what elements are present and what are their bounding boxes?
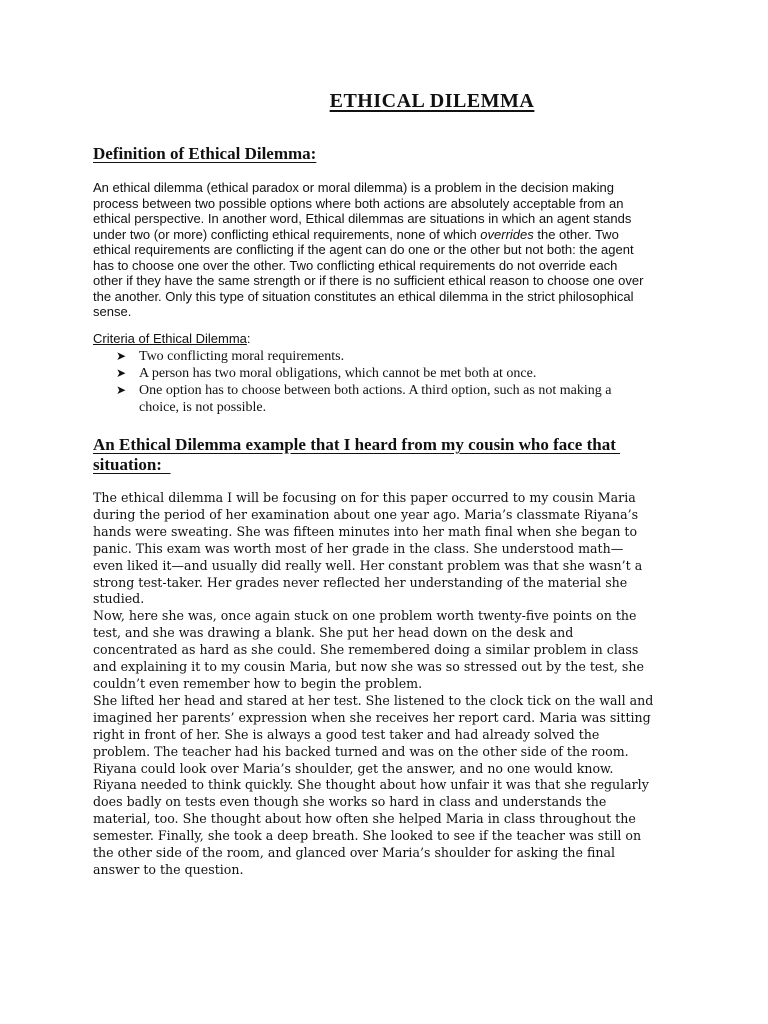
list-item-text: Two conflicting moral requirements. <box>139 349 345 364</box>
story-line: Riyana needed to think quickly. She thought about how unfair it was that she regularly <box>93 777 649 793</box>
list-item <box>116 365 696 382</box>
definition-line: has to choose one over the other. Two conflicting ethical requirements do not override each <box>93 257 618 273</box>
definition-heading: Definition of Ethical Dilemma: <box>93 144 317 163</box>
list-item <box>116 348 696 365</box>
definition-line: the another. Only this type of situation constitutes an ethical dilemma in the strict philosophical <box>93 288 634 304</box>
arrow-bullet-icon: ➤ <box>116 383 127 397</box>
page-title <box>0 89 768 113</box>
arrow-bullet-icon: ➤ <box>116 349 127 363</box>
example-heading-line: situation: <box>93 455 171 474</box>
story-line: Now, here she was, once again stuck on one problem worth twenty-five points on the <box>93 608 637 624</box>
story-line: the other side of the room, and glanced over Maria’s shoulder for asking the final <box>93 845 616 861</box>
definition-line: ethical perspective. In another word, Ethical dilemmas are situations in which an agent stands <box>93 211 632 226</box>
story-line: and explaining it to my cousin Maria, but now she was so stressed out by the test, she <box>93 659 644 675</box>
definition-line-text: under two (or more) conflicting ethical requirements, none of which <box>93 226 481 242</box>
criteria-list <box>116 348 696 416</box>
story-paragraph <box>93 490 683 879</box>
definition-line: sense. <box>93 304 132 319</box>
story-line: test, and she was drawing a blank. She put her head down on the desk and <box>93 625 574 641</box>
criteria-colon: : <box>246 331 251 346</box>
story-line: even liked it—and usually did really well. Her constant problem was that she wasn’t a <box>93 557 643 573</box>
story-line: Riyana could look over Maria’s shoulder, get the answer, and no one would know. <box>93 760 614 776</box>
story-line: during the period of her examination about one year ago. Maria’s classmate Riyana’s <box>93 506 639 522</box>
story-line: right in front of her. She is always a good test taker and had already solved the <box>93 726 600 742</box>
title-text: ETHICAL DILEMMA <box>329 90 535 112</box>
example-heading-line: An Ethical Dilemma example that I heard from my cousin who face that <box>93 435 621 454</box>
story-line: studied. <box>93 591 145 607</box>
story-line: imagined her parents’ expression when she receives her report card. Maria was sitting <box>93 709 651 725</box>
story-line: hands were sweating. She was fifteen minutes into her math final when she began to <box>93 523 638 539</box>
story-line: concentrated as hard as she could. She remembered doing a similar problem in class <box>93 642 639 658</box>
list-item-text: One option has to choose between both actions. A third option, such as not making a <box>139 383 612 398</box>
story-line: couldn’t even remember how to begin the problem. <box>93 675 423 691</box>
definition-line: other if they have the same strength or if there is no sufficient ethical reason to choose one over <box>93 273 644 288</box>
story-line: does badly on tests even though she works so hard in class and understands the <box>93 794 607 810</box>
story-line: strong test-taker. Her grades never reflected her understanding of the material she <box>93 574 628 590</box>
example-heading <box>93 435 620 475</box>
list-item-text: A person has two moral obligations, which cannot be met both at once. <box>139 366 537 381</box>
definition-line <box>93 227 693 243</box>
story-line: panic. This exam was worth most of her grade in the class. She understood math— <box>93 540 624 556</box>
story-line: problem. The teacher had his backed turned and was on the other side of the room. <box>93 743 629 759</box>
story-line: answer to the question. <box>93 861 244 877</box>
arrow-bullet-icon: ➤ <box>116 366 127 380</box>
definition-line-tail: the other. Two <box>533 226 619 242</box>
definition-line: ethical requirements are conflicting if the agent can do one or the other but not both: the agent <box>93 242 634 257</box>
definition-line: process between two possible options where both actions are absolutely acceptable from an <box>93 195 624 211</box>
list-item-text: choice, is not possible. <box>139 400 267 415</box>
story-line: She lifted her head and stared at her test. She listened to the clock tick on the wall and <box>93 692 654 708</box>
criteria-label <box>93 331 251 347</box>
story-line: The ethical dilemma I will be focusing on for this paper occurred to my cousin Maria <box>93 490 636 505</box>
story-line: material, too. She thought about how often she helped Maria in class throughout the <box>93 811 636 827</box>
definition-line: An ethical dilemma (ethical paradox or moral dilemma) is a problem in the decision making <box>93 180 614 195</box>
criteria-label-text: Criteria of Ethical Dilemma <box>93 331 247 346</box>
story-line: semester. Finally, she took a deep breath. She looked to see if the teacher was still on <box>93 828 642 844</box>
definition-italic-word: overrides <box>480 226 534 242</box>
list-item <box>116 382 696 416</box>
definition-paragraph <box>93 180 693 320</box>
